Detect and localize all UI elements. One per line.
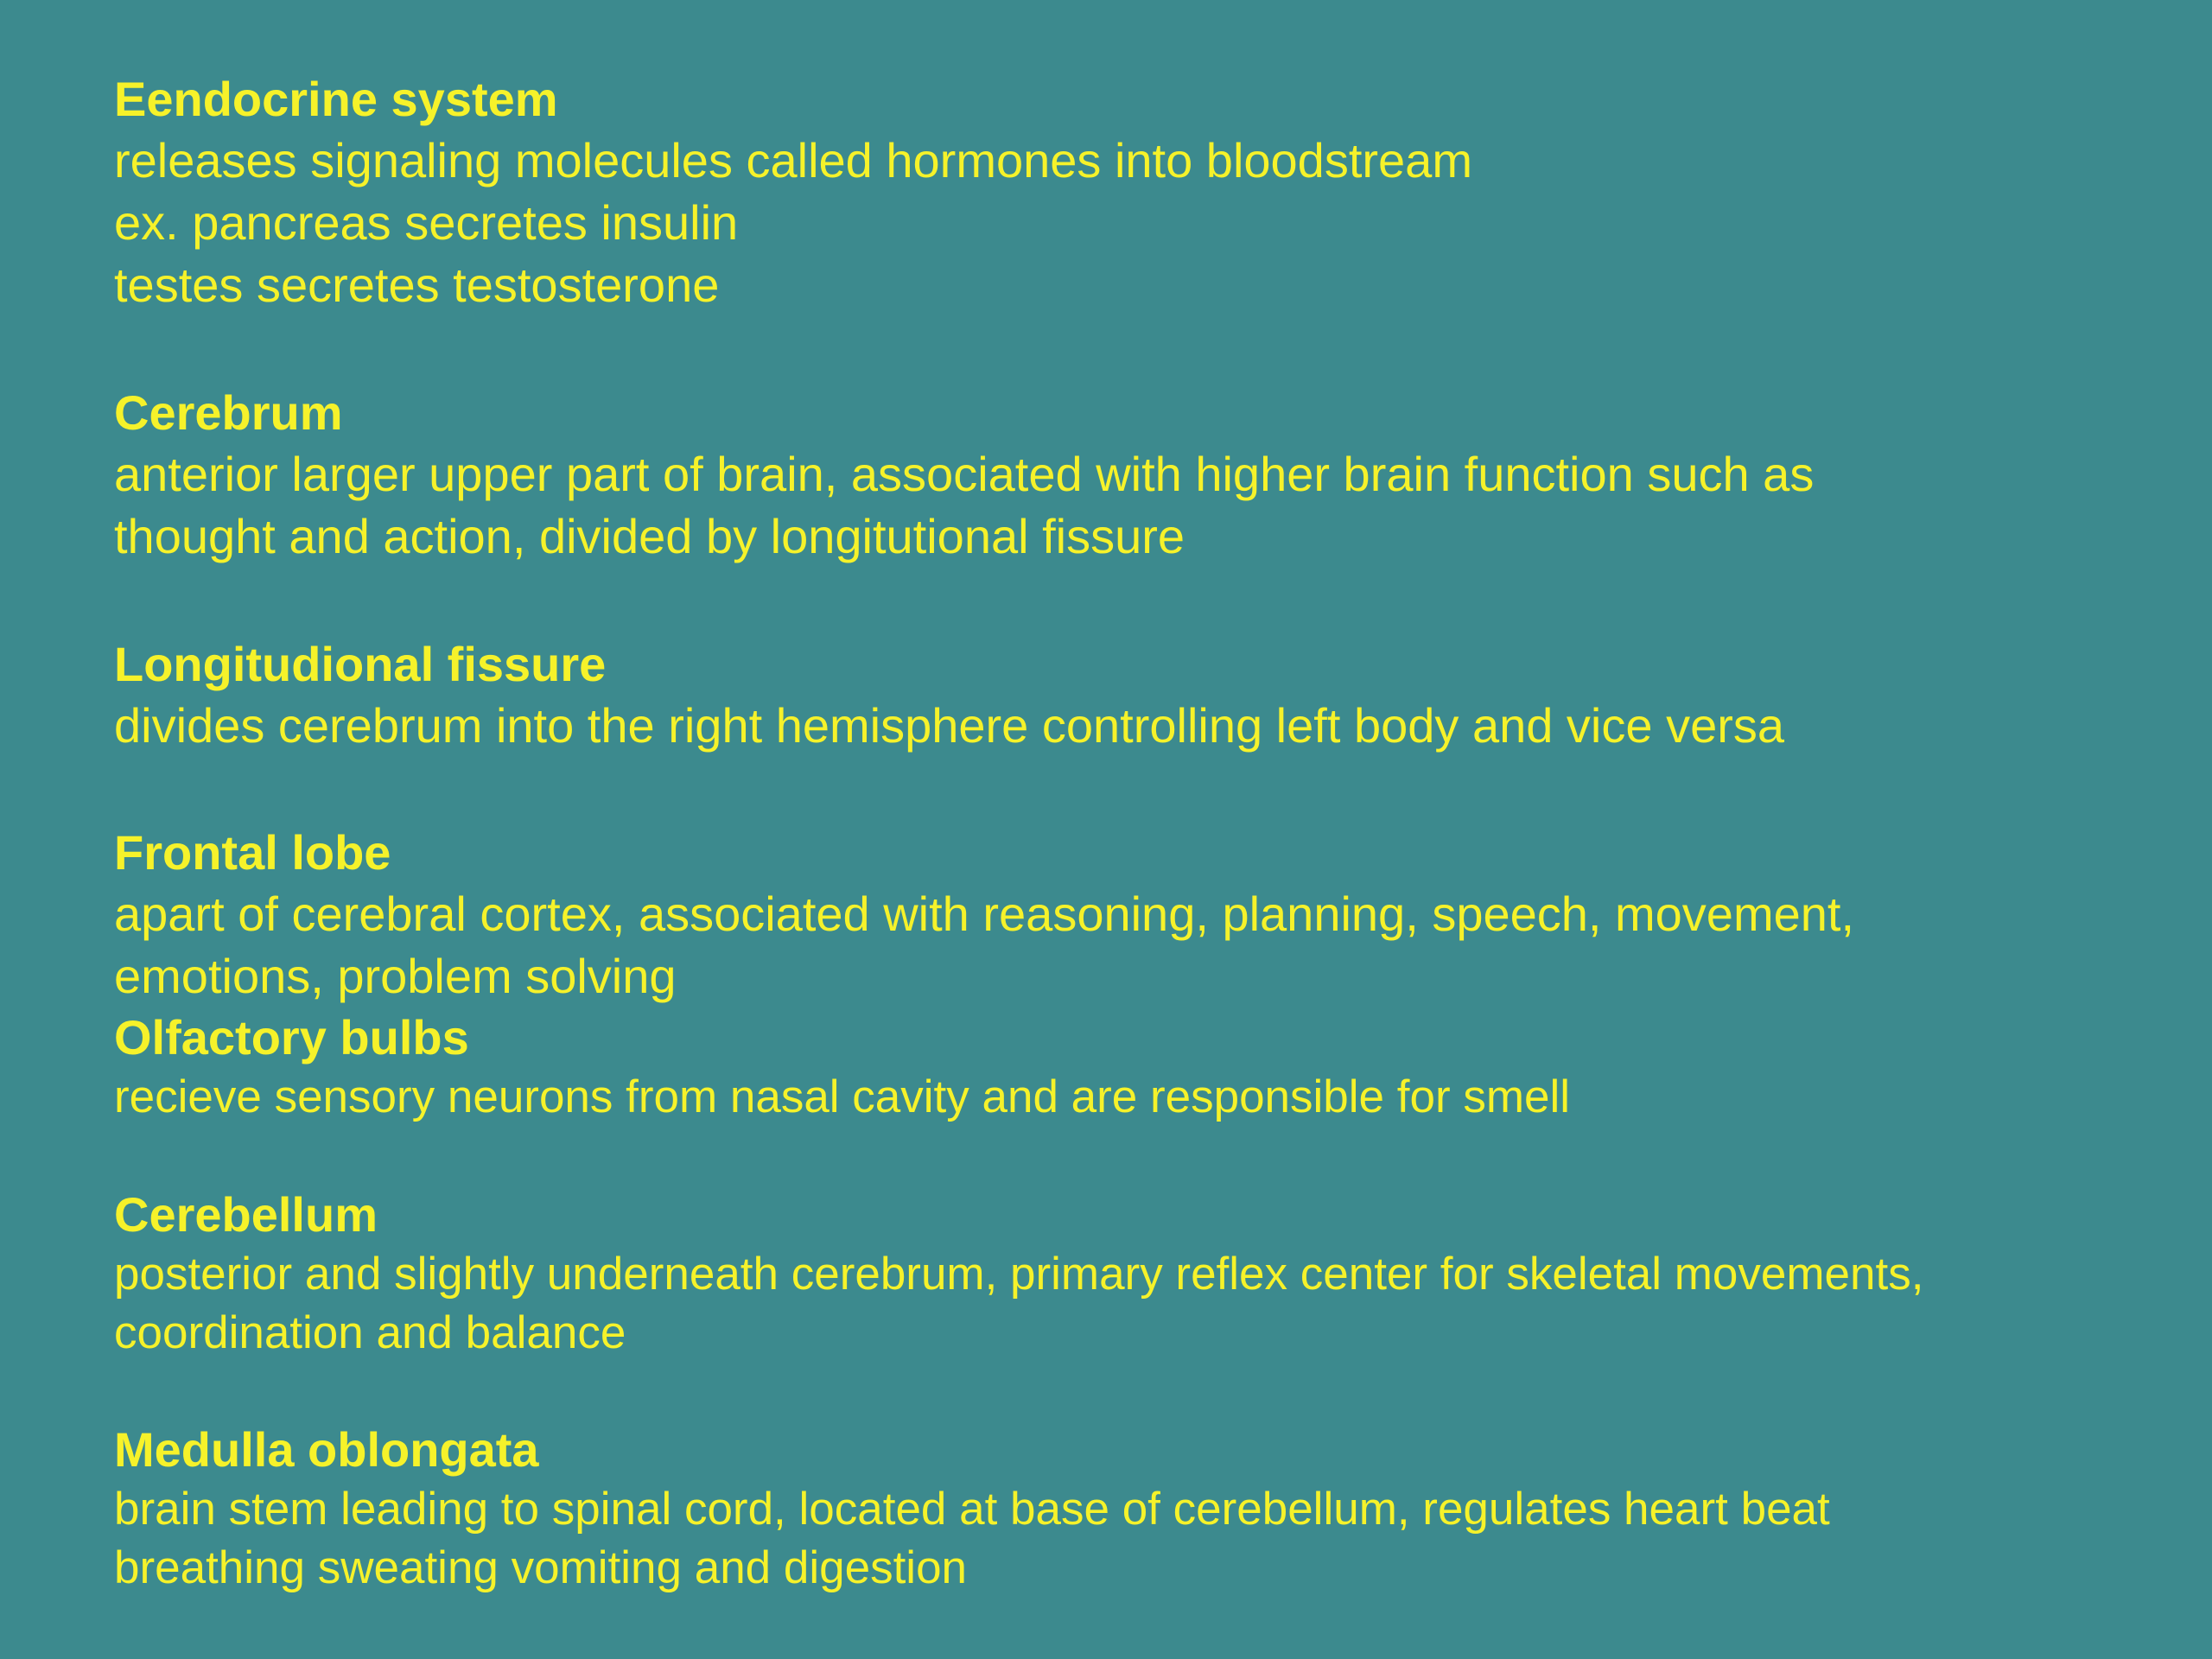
definition-line: thought and action, divided by longitutional fissure — [114, 509, 1185, 563]
term-heading: Longitudional fissure — [114, 637, 607, 691]
definition-line: brain stem leading to spinal cord, located at base of cerebellum, regulates heart beat — [114, 1484, 1830, 1535]
definition-line: recieve sensory neurons from nasal cavity and are responsible for smell — [114, 1071, 1571, 1122]
entry-cerebrum — [114, 383, 2119, 568]
term-heading: Cerebrum — [114, 385, 343, 440]
definition-line: apart of cerebral cortex, associated with reasoning, planning, speech, movement, — [114, 887, 1855, 941]
definition-line: testes secretes testosterone — [114, 257, 720, 312]
definition-line: posterior and slightly underneath cerebrum, primary reflex center for skeletal movements, — [114, 1249, 1924, 1300]
entry-frontal-lobe — [114, 823, 2119, 1007]
term-heading: Medulla oblongata — [114, 1422, 539, 1477]
definition-line: releases signaling molecules called hormones into bloodstream — [114, 133, 1472, 188]
term-heading: Olfactory bulbs — [114, 1010, 469, 1065]
term-heading: Cerebellum — [114, 1187, 378, 1242]
definition-line: breathing sweating vomiting and digestion — [114, 1542, 968, 1593]
definition-line: ex. pancreas secretes insulin — [114, 195, 739, 250]
entry-endocrine-system — [114, 69, 2119, 316]
entry-olfactory-bulbs — [114, 1007, 2119, 1127]
entry-longitudinal-fissure — [114, 634, 2119, 757]
definition-line: emotions, problem solving — [114, 949, 677, 1003]
entry-medulla-oblongata — [114, 1420, 2119, 1598]
term-heading: Frontal lobe — [114, 825, 391, 880]
definition-line: anterior larger upper part of brain, associated with higher brain function such as — [114, 447, 1815, 501]
definition-line: divides cerebrum into the right hemisphere controlling left body and vice versa — [114, 698, 1785, 753]
term-heading: Eendocrine system — [114, 72, 558, 126]
definition-line: coordination and balance — [114, 1307, 626, 1358]
entry-cerebellum — [114, 1185, 2119, 1363]
